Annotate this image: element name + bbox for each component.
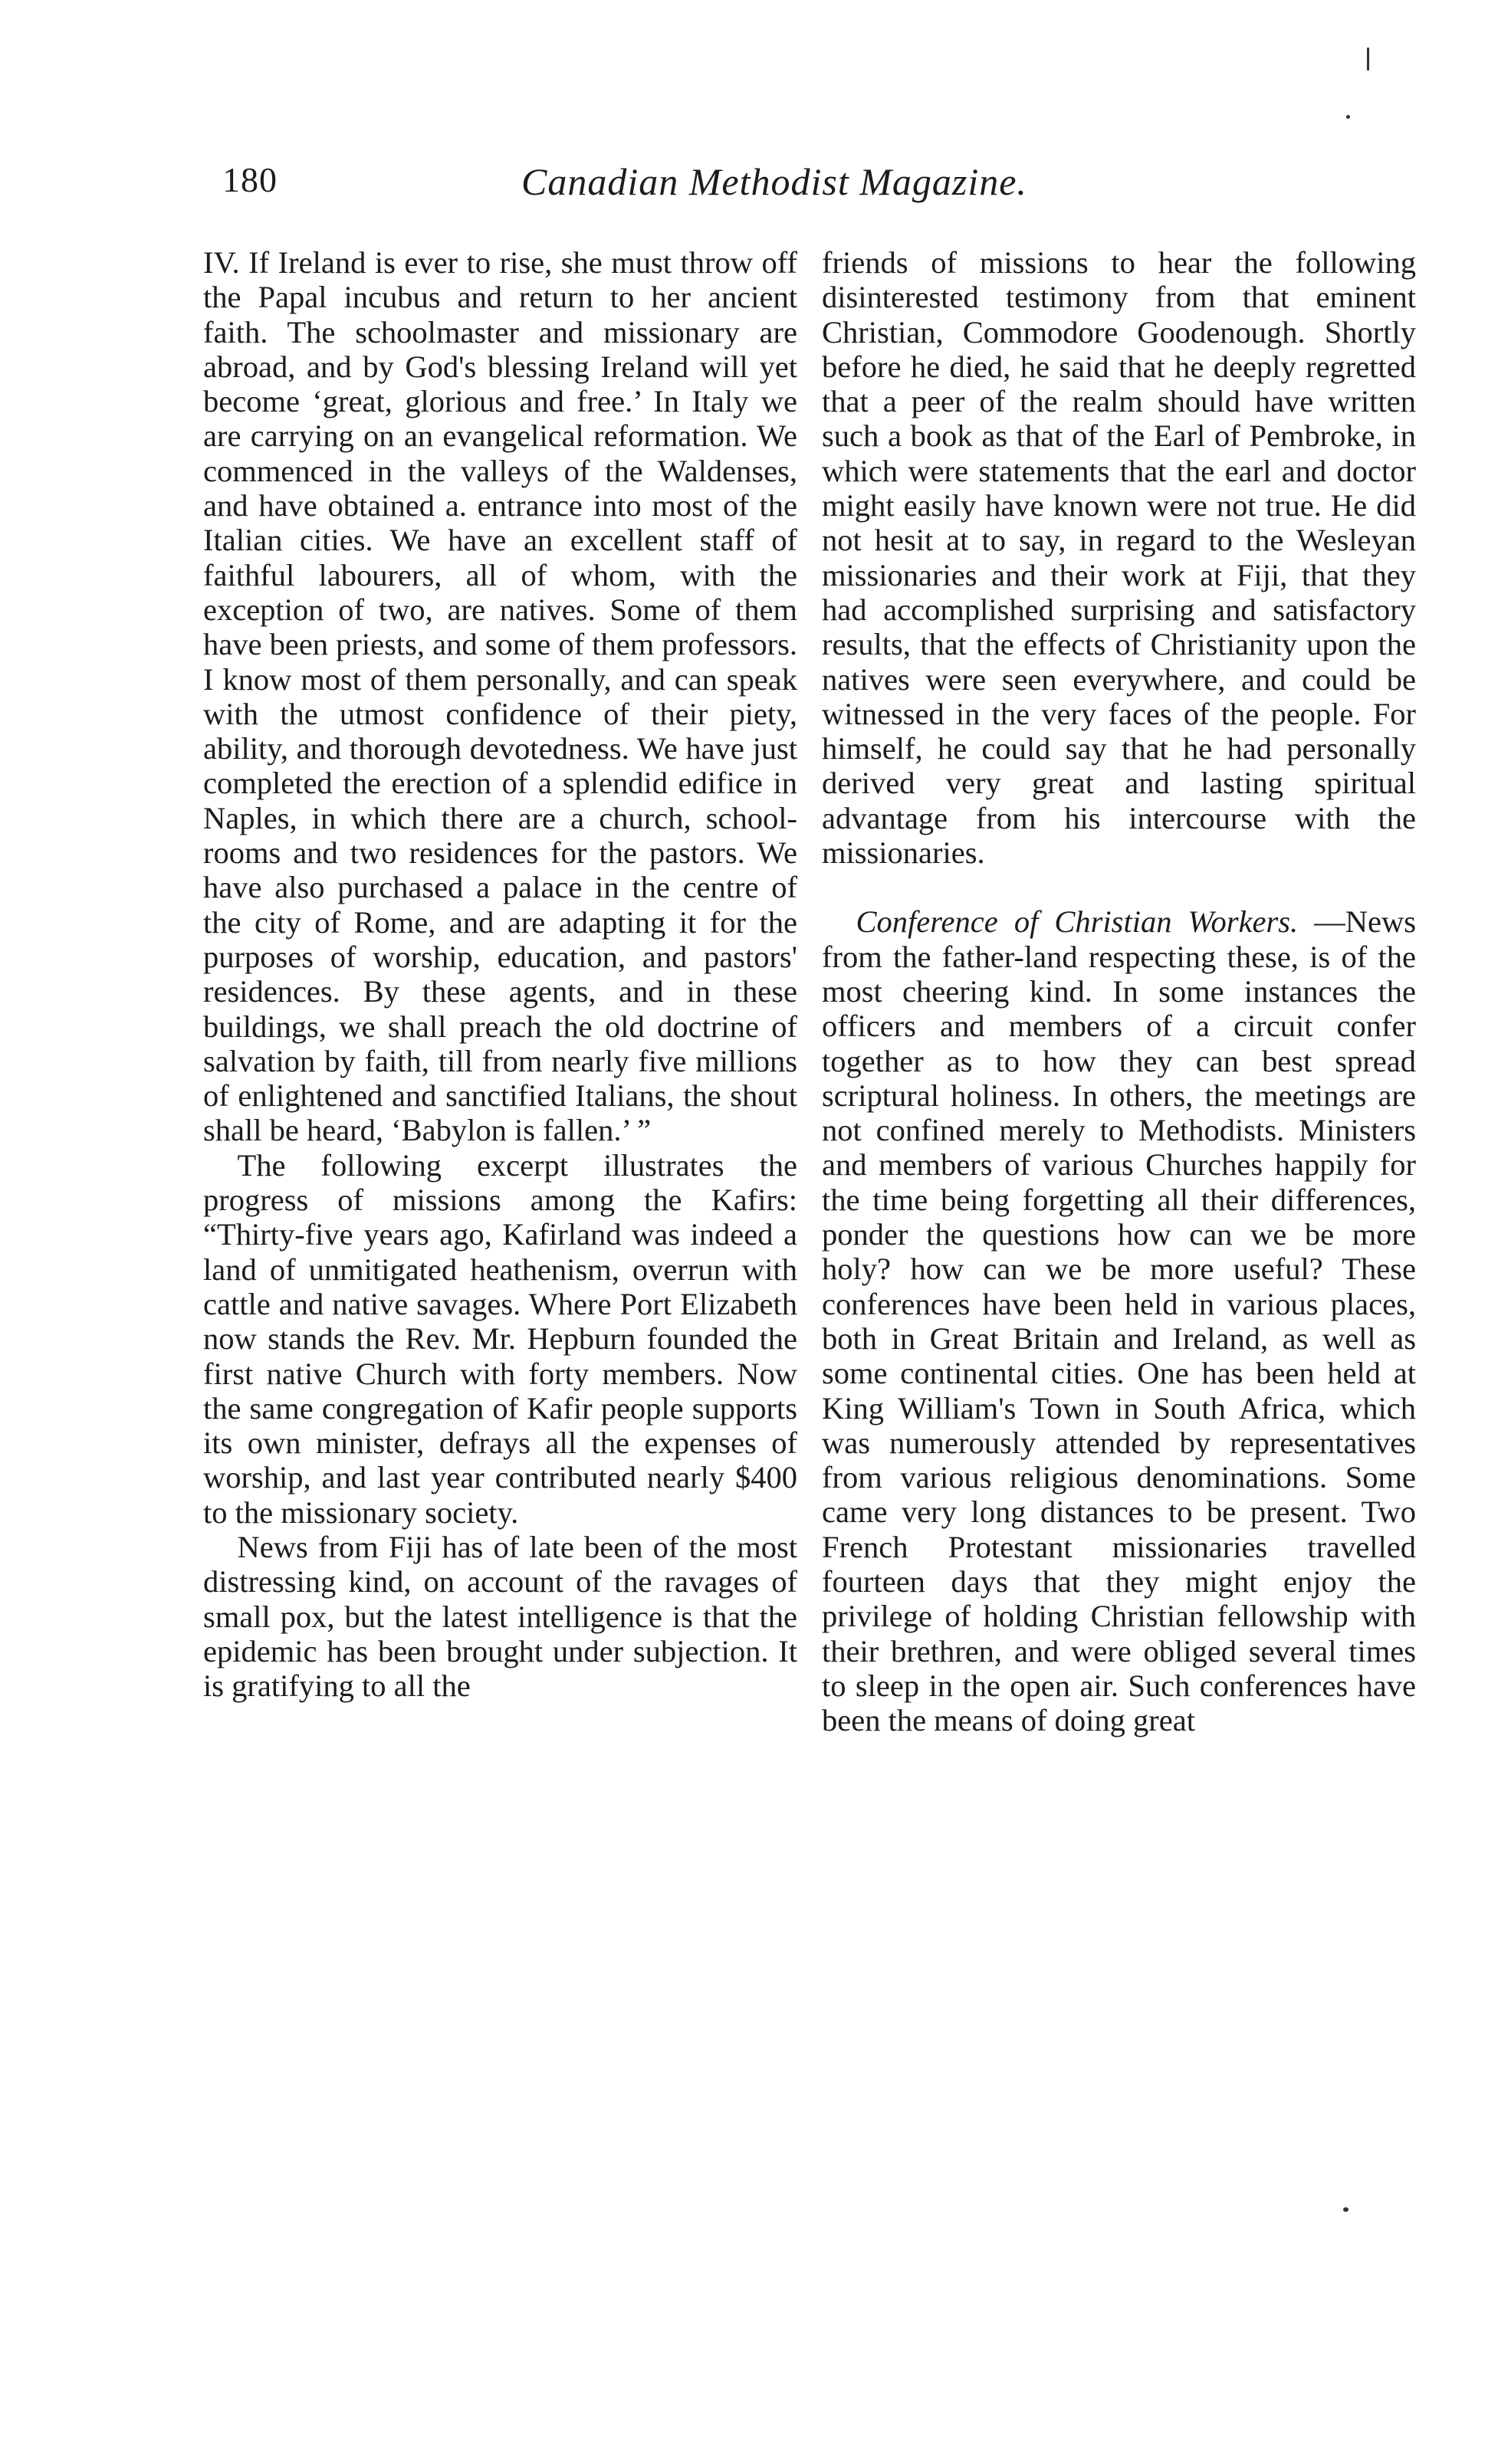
scan-speck (1367, 48, 1369, 71)
paragraph-kafirs: The following excerpt illustrates the progress of missions among the Kafirs: “Thirty-five years ago, Kafirland was indeed a land of unmitigated heathenism, overrun with cattle and native savages. Where Port Elizabeth now stands the Rev. Mr. Hepburn founded the first native Church with forty members. Now the same congregation of Kafir people supports its own minister, defrays all the expenses of worship, and last year contributed nearly $400 to the missionary society. (203, 1147, 797, 1530)
scan-speck (1346, 115, 1350, 119)
paragraph-ireland-italy: IV. If Ireland is ever to rise, she must throw off the Papal incubus and return to her ancient faith. The schoolmaster and missionary are abroad, and by God's blessing Ireland will yet become ‘great, glorious and free.’ In Italy we are carrying on an evangelical reformation. We commenced in the valleys of the Waldenses, and have obtained a. entrance into most of the Italian cities. We have an excellent staff of faithful labourers, all of whom, with the exception of two, are natives. Some of them have been priests, and some of them professors. I know most of them personally, and can speak with the utmost confidence of their piety, ability, and thorough devotedness. We have just completed the erection of a splendid edifice in Naples, in which there are a church, school-rooms and two residences for the pastors. We have also purchased a palace in the centre of the city of Rome, and are adapting it for the purposes of worship, education, and pastors' residences. By these agents, and in these buildings, we shall preach the old doctrine of salvation by faith, till from nearly five millions of enlightened and sanctified Italians, the shout shall be heard, ‘Babylon is fallen.’ ” (203, 245, 797, 1148)
paragraph-conference: —News from the father-land respecting these, is of the most cheering kind. In some instances the officers and members of a circuit confer together as to how they can best spread scriptural holiness. In others, the meetings are not confined merely to Methodists. Ministers and members of various Churches happily for the time being forgetting all their differences, ponder the questions how can we be more holy? how can we be more useful? These conferences have been held in various places, both in Great Britain and Ireland, as well as some continental cities. One has been held at King William's Town in South Africa, which was numerously attended by representatives from various religious denominations. Some came very long distances to be present. Two French Protestant missionaries travelled fourteen days that they might enjoy the privilege of holding Christian fellowship with their brethren, and were obliged several times to sleep in the open air. Such conferences have been the means of doing great (822, 904, 1416, 1738)
section-gap (822, 870, 1416, 904)
section-conference (822, 904, 1416, 1737)
paragraph-goodenough-testimony: friends of missions to hear the following disinterested testimony from that eminent Christian, Commodore Goodenough. Shortly before he died, he said that he deeply regretted that a peer of the realm should have written such a book as that of the Earl of Pembroke, in which were statements that the earl and doctor might easily have known were not true. He did not hesit at to say, in regard to the Wesleyan missionaries and their work at Fiji, that they had accomplished surprising and satisfactory results, that the effects of Christianity upon the natives were seen everywhere, and could be witnessed in the very faces of the people. For himself, he could say that he had personally derived very great and lasting spiritual advantage from his intercourse with the missionaries. (822, 245, 1416, 871)
section-heading: Conference of Christian Workers. (856, 904, 1299, 940)
page-number: 180 (222, 160, 278, 199)
paragraph-fiji-news: News from Fiji has of late been of the most distressing kind, on account of the ravages of small pox, but the latest intelligence is that the epidemic has been brought under subjection. It is gratifying to all the (203, 1529, 797, 1704)
running-title: Canadian Methodist Magazine. (521, 160, 1027, 203)
page-header (192, 159, 1434, 221)
right-column (822, 245, 1416, 1737)
left-column (203, 245, 797, 1703)
scan-speck (1343, 2207, 1349, 2212)
